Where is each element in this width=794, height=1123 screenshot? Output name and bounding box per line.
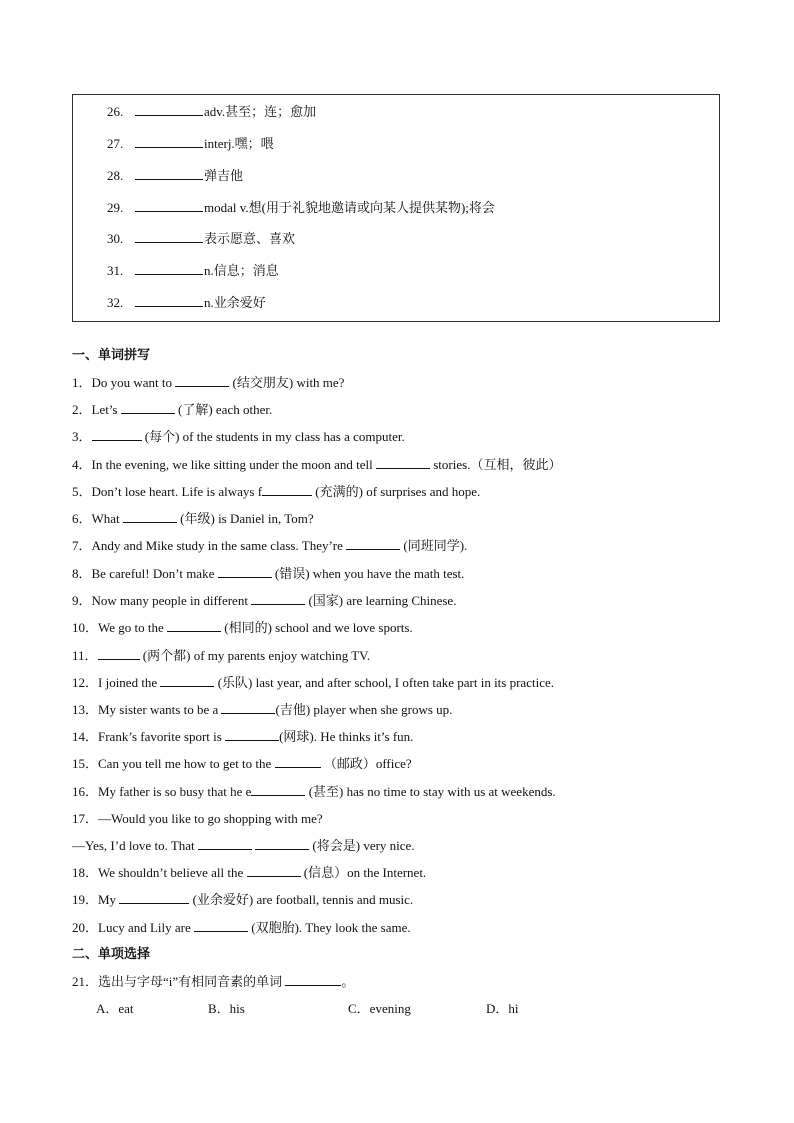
question-12: 12．I joined the (乐队) last year, and after school, I often take part in its practice.: [72, 675, 554, 690]
answer-blank[interactable]: [221, 701, 275, 714]
vocab-item: [107, 166, 243, 186]
answer-blank[interactable]: [135, 135, 203, 148]
answer-blank[interactable]: [218, 565, 272, 578]
question-6: 6．What (年级) is Daniel in, Tom?: [72, 511, 314, 526]
item-meaning: adv.甚至；连；愈加: [204, 104, 317, 119]
item-number: 26.: [107, 104, 124, 119]
vocab-item: [107, 229, 295, 249]
section-title-spelling: 一、单词拼写: [72, 348, 151, 363]
answer-blank[interactable]: [225, 728, 279, 741]
vocab-item: [107, 293, 266, 313]
answer-blank[interactable]: [251, 592, 305, 605]
question-5: 5．Don’t lose heart. Life is always f (充满的) of surprises and hope.: [72, 484, 481, 499]
option-d[interactable]: D．hi: [486, 1001, 519, 1016]
item-meaning: 表示愿意、喜欢: [204, 231, 296, 246]
answer-blank[interactable]: [275, 755, 321, 768]
vocab-box: [72, 94, 720, 322]
question-15: 15．Can you tell me how to get to the （邮政）office?: [72, 756, 412, 771]
answer-blank[interactable]: [98, 647, 140, 660]
answer-blank[interactable]: [135, 294, 203, 307]
question-17-answer: —Yes, I’d love to. That (将会是) very nice.: [72, 838, 415, 853]
question-11: 11． (两个都) of my parents enjoy watching TV.: [72, 648, 371, 663]
vocab-item: [107, 198, 495, 218]
question-16: 16．My father is so busy that he e (甚至) has no time to stay with us at weekends.: [72, 784, 556, 799]
answer-blank[interactable]: [119, 891, 189, 904]
answer-blank[interactable]: [160, 674, 214, 687]
item-meaning: n.信息；消息: [204, 263, 279, 278]
item-number: 30.: [107, 231, 124, 246]
answer-blank[interactable]: [123, 510, 177, 523]
item-number: 32.: [107, 295, 124, 310]
question-4: 4．In the evening, we like sitting under the moon and tell stories.（互相，彼此）: [72, 457, 562, 472]
question-2: 2．Let’s (了解) each other.: [72, 402, 273, 417]
question-18: 18．We shouldn’t believe all the (信息）on the Internet.: [72, 865, 427, 880]
vocab-item: [107, 102, 316, 122]
item-meaning: 弹吉他: [204, 168, 244, 183]
question-21: 21．选出与字母“i”有相同音素的单词 。: [72, 974, 355, 989]
answer-blank[interactable]: [247, 864, 301, 877]
answer-blank[interactable]: [135, 262, 203, 275]
answer-blank[interactable]: [167, 619, 221, 632]
answer-blank[interactable]: [92, 428, 142, 441]
question-13: 13．My sister wants to be a (吉他) player when she grows up.: [72, 702, 453, 717]
option-a[interactable]: A．eat: [96, 1001, 134, 1016]
item-number: 28.: [107, 168, 124, 183]
vocab-item: [107, 134, 274, 154]
question-20: 20．Lucy and Lily are (双胞胎). They look the same.: [72, 920, 411, 935]
question-9: 9．Now many people in different (国家) are learning Chinese.: [72, 593, 457, 608]
section-title-choice: 二、单项选择: [72, 947, 151, 962]
answer-blank[interactable]: [285, 973, 341, 986]
item-meaning: interj.嘿；喂: [204, 136, 274, 151]
answer-blank[interactable]: [175, 374, 229, 387]
answer-blank[interactable]: [135, 199, 203, 212]
answer-blank[interactable]: [376, 456, 430, 469]
answer-blank[interactable]: [135, 230, 203, 243]
option-b[interactable]: B．his: [208, 1001, 245, 1016]
question-14: 14．Frank’s favorite sport is (网球). He thinks it’s fun.: [72, 729, 414, 744]
question-8: 8．Be careful! Don’t make (错误) when you have the math test.: [72, 566, 465, 581]
option-c[interactable]: C．evening: [348, 1001, 411, 1016]
question-7: 7．Andy and Mike study in the same class. They’re (同班同学).: [72, 538, 468, 553]
answer-blank[interactable]: [135, 103, 203, 116]
item-number: 29.: [107, 200, 124, 215]
answer-blank[interactable]: [346, 537, 400, 550]
answer-blank[interactable]: [194, 919, 248, 932]
question-3: 3． (每个) of the students in my class has a computer.: [72, 429, 405, 444]
vocab-item: [107, 261, 279, 281]
answer-blank[interactable]: [255, 837, 309, 850]
question-10: 10．We go to the (相同的) school and we love sports.: [72, 620, 413, 635]
item-meaning: n.业余爱好: [204, 295, 266, 310]
question-1: 1．Do you want to (结交朋友) with me?: [72, 375, 345, 390]
item-number: 27.: [107, 136, 124, 151]
answer-blank[interactable]: [121, 401, 175, 414]
answer-blank[interactable]: [262, 483, 312, 496]
answer-blank[interactable]: [135, 167, 203, 180]
question-17: 17．—Would you like to go shopping with me?: [72, 811, 323, 826]
answer-blank[interactable]: [251, 783, 305, 796]
answer-blank[interactable]: [198, 837, 252, 850]
item-number: 31.: [107, 263, 124, 278]
item-meaning: modal v.想(用于礼貌地邀请或向某人提供某物);将会: [204, 200, 495, 215]
question-19: 19．My (业余爱好) are football, tennis and music.: [72, 892, 414, 907]
